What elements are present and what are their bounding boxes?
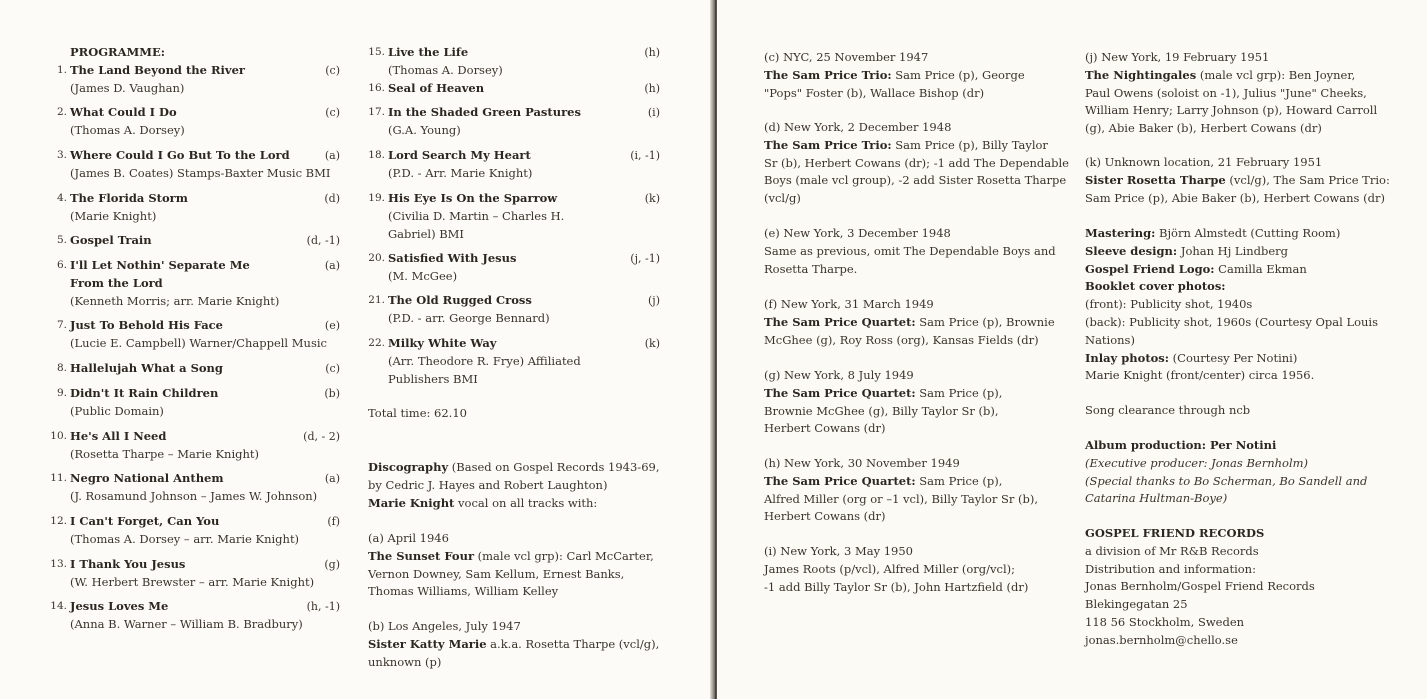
track-session-code: (k) — [644, 192, 660, 205]
credit-value: (back): Publicity shot, 1960s (Courtesy Opal Louis — [1085, 314, 1378, 329]
session-line: Vernon Downey, Sam Kellum, Ernest Banks, — [368, 566, 625, 581]
track-number: 13. — [50, 558, 67, 570]
session-line: -1 add Billy Taylor Sr (b), John Hartzfield (dr) — [764, 579, 1029, 594]
track-title: Satisfied With Jesus — [388, 251, 517, 265]
track-session-code: (k) — [644, 337, 660, 350]
track-title: Hallelujah What a Song — [70, 361, 223, 375]
session-line: unknown (p) — [368, 654, 442, 669]
session-date: (b) Los Angeles, July 1947 — [368, 619, 521, 633]
session-g — [764, 367, 1064, 438]
credits-column — [1085, 0, 1390, 699]
track-credit: (Anna B. Warner – William B. Bradbury) — [70, 616, 303, 631]
programme-column-2 — [368, 0, 660, 699]
session-date: (e) New York, 3 December 1948 — [764, 226, 951, 240]
track-session-code: (d, - 2) — [303, 430, 340, 443]
track-credit: (Lucie E. Campbell) Warner/Chappell Music — [70, 335, 327, 350]
session-date: (j) New York, 19 February 1951 — [1085, 50, 1270, 64]
track-title: From the Lord — [70, 275, 163, 290]
track-title: Where Could I Go But To the Lord — [70, 148, 290, 162]
session-date: (c) NYC, 25 November 1947 — [764, 50, 929, 64]
track-title: I Can't Forget, Can You — [70, 514, 220, 528]
track-number: 20. — [368, 252, 385, 264]
session-band: Sister Rosetta Tharpe — [1085, 172, 1226, 187]
track-session-code: (d, -1) — [306, 234, 340, 247]
production-credits — [1085, 225, 1385, 385]
session-date: (h) New York, 30 November 1949 — [764, 456, 960, 470]
track-title: Seal of Heaven — [388, 81, 485, 95]
track-number: 14. — [50, 600, 67, 612]
track-session-code: (i) — [647, 106, 660, 119]
session-line: Sam Price (p), Brownie — [915, 314, 1055, 329]
session-line: Sam Price (p), Billy Taylor — [891, 137, 1048, 152]
credit-label: Gospel Friend Logo: — [1085, 261, 1215, 276]
session-date: (g) New York, 8 July 1949 — [764, 368, 914, 382]
credit-value: Björn Almstedt (Cutting Room) — [1155, 226, 1341, 240]
session-date: (a) April 1946 — [368, 531, 449, 545]
credit-value: (Courtesy Per Notini) — [1169, 350, 1298, 365]
label-info-line: a division of Mr R&B Records — [1085, 543, 1259, 558]
session-e — [764, 225, 1064, 278]
track-number: 18. — [368, 149, 385, 161]
track-credit: (Public Domain) — [70, 403, 164, 418]
track-credit: (M. McGee) — [388, 268, 458, 283]
track-credit: (James B. Coates) Stamps-Baxter Music BMI — [70, 165, 331, 180]
track-credit: Gabriel) BMI — [388, 226, 464, 241]
session-date: (d) New York, 2 December 1948 — [764, 120, 952, 134]
session-line: "Pops" Foster (b), Wallace Bishop (dr) — [764, 85, 985, 100]
track-credit: (Thomas A. Dorsey – arr. Marie Knight) — [70, 531, 300, 546]
session-d — [764, 119, 1069, 208]
track-title: His Eye Is On the Sparrow — [388, 191, 558, 205]
album-production — [1085, 437, 1385, 508]
session-band: The Sam Price Quartet: — [764, 473, 916, 488]
track-number: 5. — [56, 234, 67, 246]
credit-value: Johan Hj Lindberg — [1177, 243, 1289, 258]
track-title: The Florida Storm — [70, 191, 188, 205]
credit-label: Sleeve design: — [1085, 243, 1178, 258]
session-date: (f) New York, 31 March 1949 — [764, 297, 934, 311]
session-line: (male vcl grp): Ben Joyner, — [1196, 67, 1356, 82]
track-session-code: (a) — [324, 472, 340, 485]
credit-value: Camilla Ekman — [1214, 261, 1307, 276]
session-line: Sam Price (p), — [915, 473, 1003, 488]
track-number: 3. — [56, 149, 67, 161]
track-title: Negro National Anthem — [70, 471, 224, 485]
discography-intro-line: by Cedric J. Hayes and Robert Laughton) — [368, 477, 608, 492]
track-title: Just To Behold His Face — [70, 318, 224, 332]
session-band: The Sam Price Trio: — [764, 137, 892, 152]
discography-intro — [368, 459, 660, 512]
label-info-line: Blekingegatan 25 — [1085, 597, 1188, 612]
track-credit: (J. Rosamund Johnson – James W. Johnson) — [70, 488, 318, 503]
track-title: Jesus Loves Me — [70, 599, 169, 613]
track-credit: (W. Herbert Brewster – arr. Marie Knight) — [70, 574, 315, 589]
session-line: Herbert Cowans (dr) — [764, 421, 886, 436]
track-session-code: (h) — [644, 82, 660, 95]
track-session-code: (d) — [324, 192, 340, 205]
track-title: I Thank You Jesus — [70, 557, 186, 571]
track-credit: (P.D. - arr. George Bennard) — [388, 310, 550, 325]
track-credit: (P.D. - Arr. Marie Knight) — [388, 165, 533, 180]
session-line: Sr (b), Herbert Cowans (dr); -1 add The Dependable — [764, 155, 1069, 170]
discography-column — [764, 0, 1069, 699]
session-a — [368, 530, 660, 601]
credit-value: Marie Knight (front/center) circa 1956. — [1085, 368, 1315, 383]
session-line: Boys (male vcl group), -2 add Sister Rosetta Tharpe — [764, 173, 1067, 188]
track-session-code: (i, -1) — [630, 149, 660, 162]
track-number: 12. — [50, 515, 67, 527]
session-line: William Henry; Larry Johnson (p), Howard Carroll — [1085, 103, 1378, 118]
discography-label: Discography — [368, 460, 449, 474]
track-number: 21. — [368, 294, 385, 306]
track-session-code: (c) — [325, 106, 340, 119]
track-title: In the Shaded Green Pastures — [388, 105, 581, 119]
track-session-code: (c) — [325, 362, 340, 375]
special-thanks: Catarina Hultman-Boye) — [1085, 491, 1228, 506]
session-band: Sister Katty Marie — [368, 636, 487, 651]
track-title: The Land Beyond the River — [70, 63, 245, 77]
discography-intro-line: vocal on all tracks with: — [454, 495, 598, 510]
track-title: The Old Rugged Cross — [388, 293, 532, 307]
track-title: He's All I Need — [70, 429, 167, 443]
track-title: Lord Search My Heart — [388, 148, 531, 162]
track-credit: (Thomas A. Dorsey) — [388, 62, 503, 77]
track-session-code: (h, -1) — [306, 600, 340, 613]
session-band: The Sam Price Quartet: — [764, 314, 916, 329]
session-line: Thomas Williams, William Kelley — [368, 584, 559, 599]
track-session-code: (c) — [325, 64, 340, 77]
track-credit: (Marie Knight) — [70, 208, 157, 223]
track-number: 6. — [56, 259, 67, 271]
track-session-code: (j, -1) — [630, 252, 660, 265]
session-line: Same as previous, omit The Dependable Boys and — [764, 243, 1056, 258]
session-f — [764, 296, 1064, 349]
credit-value: Nations) — [1085, 332, 1135, 347]
session-date: (i) New York, 3 May 1950 — [764, 544, 913, 558]
session-line: (vcl/g), The Sam Price Trio: — [1225, 172, 1390, 187]
label-info-line: 118 56 Stockholm, Sweden — [1085, 614, 1245, 629]
session-line: Brownie McGhee (g), Billy Taylor Sr (b), — [764, 403, 999, 418]
session-line: Rosetta Tharpe. — [764, 261, 858, 276]
session-band: The Sam Price Trio: — [764, 67, 892, 82]
track-number: 1. — [56, 64, 67, 76]
credit-label: Booklet cover photos: — [1085, 279, 1226, 294]
track-number: 4. — [56, 192, 67, 204]
session-line: Alfred Miller (org or –1 vcl), Billy Taylor Sr (b), — [764, 491, 1039, 506]
track-number: 9. — [56, 387, 67, 399]
programme-heading: PROGRAMME: — [70, 45, 165, 59]
track-credit: (James D. Vaughan) — [70, 80, 185, 95]
track-title: Didn't It Rain Children — [70, 386, 219, 400]
session-line: (g), Abie Baker (b), Herbert Cowans (dr) — [1085, 121, 1322, 136]
track-number: 22. — [368, 337, 385, 349]
track-credit: (Rosetta Tharpe – Marie Knight) — [70, 446, 260, 461]
track-number: 8. — [56, 362, 67, 374]
track-session-code: (a) — [324, 259, 340, 272]
session-h — [764, 455, 1064, 526]
track-credit: (Arr. Theodore R. Frye) Affiliated — [388, 353, 581, 368]
track-title: Live the Life — [388, 45, 469, 59]
session-k — [1085, 154, 1390, 207]
track-session-code: (f) — [327, 515, 340, 528]
label-info-line: Distribution and information: — [1085, 561, 1256, 576]
session-line: a.k.a. Rosetta Tharpe (vcl/g), — [486, 636, 660, 651]
session-line: Paul Owens (soloist on -1), Julius "June" Cheeks, — [1085, 85, 1367, 100]
label-info-line: Jonas Bernholm/Gospel Friend Records — [1085, 579, 1315, 594]
special-thanks: (Special thanks to Bo Scherman, Bo Sandell and — [1085, 473, 1368, 488]
track-number: 17. — [368, 106, 385, 118]
track-session-code: (a) — [324, 149, 340, 162]
track-session-code: (j) — [648, 294, 660, 307]
executive-producer: (Executive producer: Jonas Bernholm) — [1085, 455, 1309, 470]
session-line: (male vcl grp): Carl McCarter, — [474, 548, 654, 563]
track-credit: (Civilia D. Martin – Charles H. — [388, 208, 565, 223]
session-band: The Sam Price Quartet: — [764, 385, 916, 400]
total-time: Total time: 62.10 — [368, 406, 467, 420]
session-line: McGhee (g), Roy Ross (org), Kansas Fields (dr) — [764, 332, 1039, 347]
track-number: 16. — [368, 82, 385, 94]
track-number: 15. — [368, 46, 385, 58]
credit-label: Inlay photos: — [1085, 350, 1170, 365]
session-line: Sam Price (p), George — [891, 67, 1025, 82]
track-title: I'll Let Nothin' Separate Me — [70, 258, 250, 272]
record-label-name: GOSPEL FRIEND RECORDS — [1085, 526, 1265, 540]
session-j — [1085, 49, 1385, 138]
track-title: Gospel Train — [70, 233, 152, 247]
session-i — [764, 543, 1064, 596]
credit-value: (front): Publicity shot, 1940s — [1085, 297, 1253, 312]
track-session-code: (e) — [324, 319, 340, 332]
track-session-code: (h) — [644, 46, 660, 59]
track-number: 10. — [50, 430, 67, 442]
session-line: Sam Price (p), Abie Baker (b), Herbert Cowans (dr) — [1085, 190, 1385, 205]
contact-email: jonas.bernholm@chello.se — [1085, 632, 1238, 647]
track-credit: (Thomas A. Dorsey) — [70, 122, 185, 137]
discography-intro-line: (Based on Gospel Records 1943-69, — [448, 460, 660, 474]
track-title: What Could I Do — [70, 105, 177, 119]
track-number: 19. — [368, 192, 385, 204]
label-info — [1085, 525, 1385, 650]
session-c — [764, 49, 1064, 102]
album-production-label: Album production: Per Notini — [1085, 438, 1277, 452]
session-line: Sam Price (p), — [915, 385, 1003, 400]
track-credit: Publishers BMI — [388, 371, 478, 386]
session-line: James Roots (p/vcl), Alfred Miller (org/vcl); — [764, 561, 1016, 576]
track-title: Milky White Way — [388, 336, 497, 350]
session-b — [368, 618, 660, 671]
track-session-code: (b) — [324, 387, 340, 400]
credit-label: Mastering: — [1085, 226, 1156, 240]
track-number: 7. — [56, 319, 67, 331]
session-band: The Sunset Four — [368, 548, 474, 563]
programme-column-1 — [50, 0, 340, 699]
track-credit: (G.A. Young) — [388, 122, 461, 137]
session-date: (k) Unknown location, 21 February 1951 — [1085, 155, 1323, 169]
track-number: 2. — [56, 106, 67, 118]
session-line: (vcl/g) — [764, 191, 801, 206]
track-session-code: (g) — [324, 558, 340, 571]
song-clearance: Song clearance through ncb — [1085, 403, 1251, 417]
track-number: 11. — [50, 472, 67, 484]
discography-artist: Marie Knight — [368, 495, 455, 510]
session-band: The Nightingales — [1085, 67, 1197, 82]
session-line: Herbert Cowans (dr) — [764, 509, 886, 524]
track-credit: (Kenneth Morris; arr. Marie Knight) — [70, 293, 280, 308]
